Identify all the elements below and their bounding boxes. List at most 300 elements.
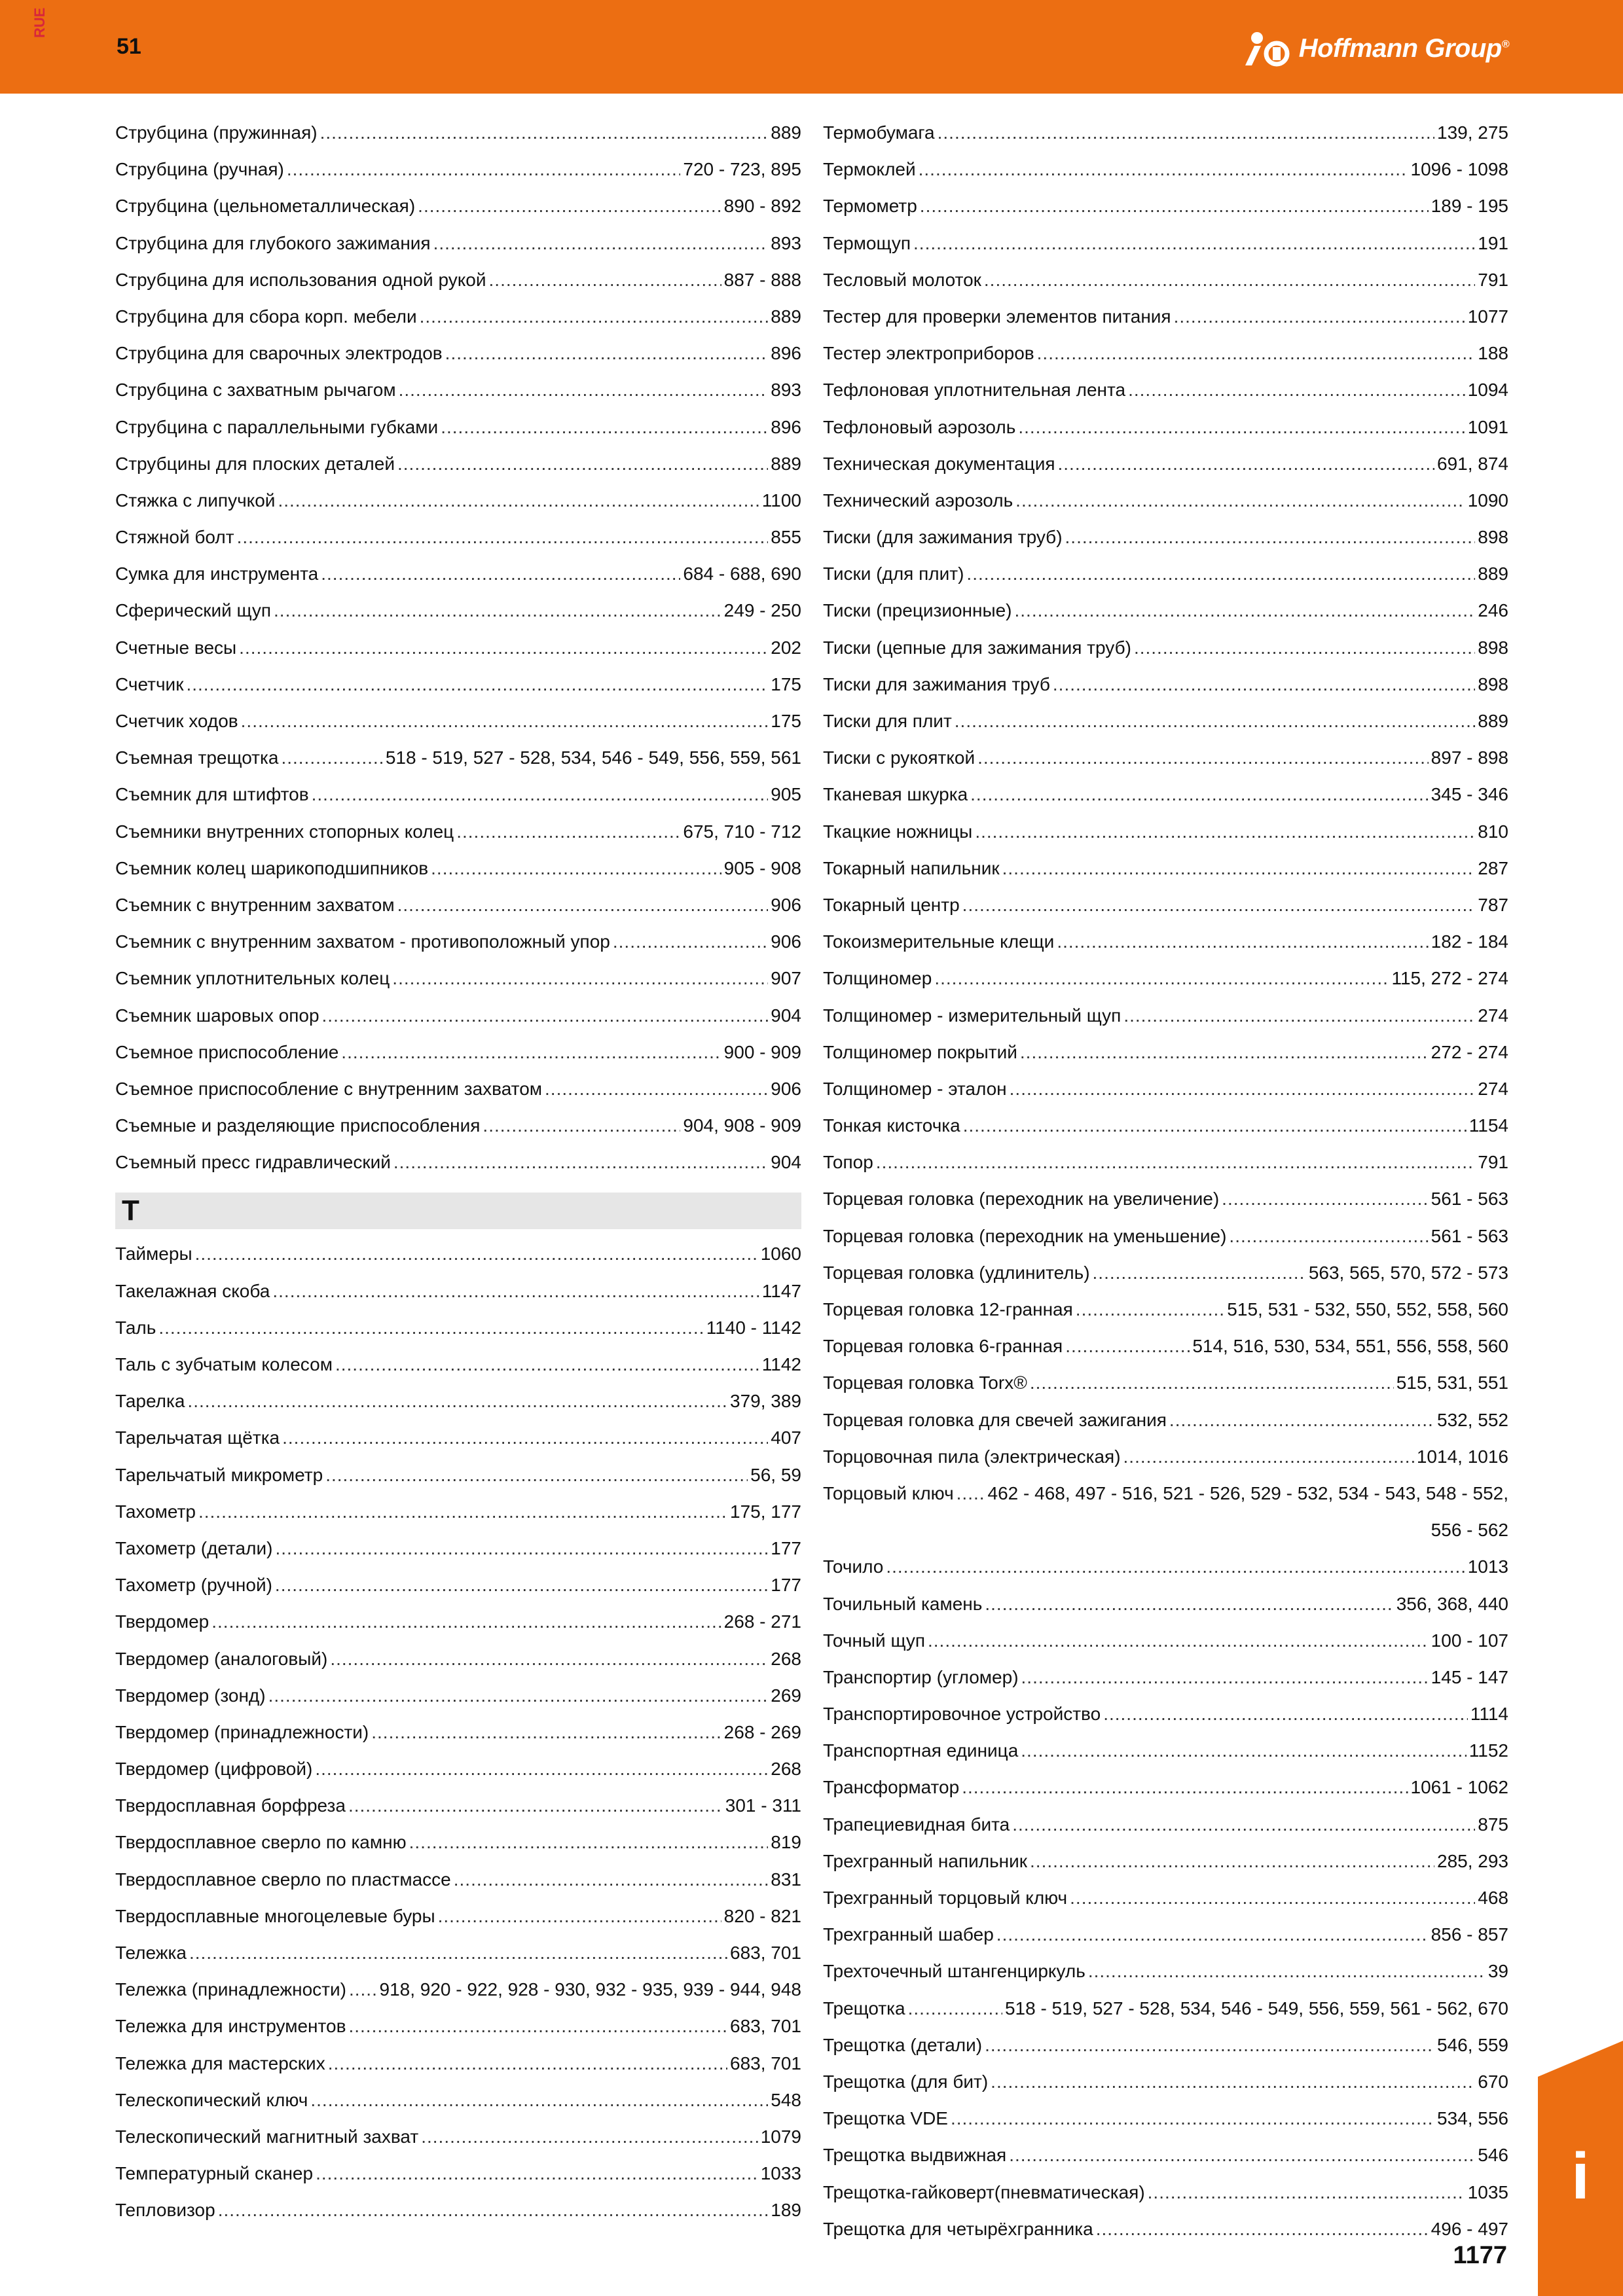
- index-term: Транспортная единица: [823, 1740, 1019, 1761]
- index-entry: [823, 1623, 1508, 1659]
- dot-leader: [970, 776, 1429, 813]
- dot-leader: [456, 814, 680, 850]
- index-pages: 1142: [761, 1354, 801, 1374]
- dot-leader: [189, 1935, 727, 1971]
- index-pages: 462 - 468, 497 - 516, 521 - 526, 529 - 532, 534 - 543, 548 - 552,: [987, 1482, 1508, 1503]
- index-entry: [115, 1310, 801, 1346]
- index-entry: [823, 997, 1508, 1034]
- index-pages: 1035: [1467, 2181, 1508, 2202]
- dot-leader: [274, 592, 721, 629]
- index-pages: 1014, 1016: [1416, 1446, 1508, 1467]
- dot-leader: [287, 151, 681, 188]
- dot-leader: [268, 1677, 769, 1714]
- index-term: Твердомер: [115, 1611, 210, 1632]
- dot-leader: [1053, 666, 1475, 703]
- index-term: Трещотка для четырёхгранника: [823, 2218, 1093, 2239]
- index-pages: 889: [771, 306, 801, 327]
- index-pages: 906: [771, 894, 801, 915]
- dot-leader: [1018, 409, 1465, 446]
- index-entry: [115, 630, 801, 666]
- index-entry: [823, 372, 1508, 408]
- index-entry: [115, 409, 801, 446]
- index-term: Трапециевидная бита: [823, 1814, 1010, 1835]
- dot-leader: [275, 1530, 768, 1567]
- dot-leader: [966, 556, 1475, 592]
- index-entry: [115, 2008, 801, 2045]
- index-pages: 889: [771, 453, 801, 474]
- index-term: Тефлоновая уплотнительная лента: [823, 380, 1126, 401]
- dot-leader: [938, 115, 1434, 151]
- index-pages: 810: [1478, 821, 1508, 842]
- index-entry: [823, 151, 1508, 188]
- index-term: Тепловизор: [115, 2200, 215, 2221]
- index-term: Струбцины для плоских деталей: [115, 453, 395, 474]
- dot-leader: [1070, 1880, 1475, 1916]
- index-pages: 518 - 519, 527 - 528, 534, 546 - 549, 556, 559, 561 - 562, 670: [1004, 1998, 1508, 2018]
- index-pages: 897 - 898: [1431, 747, 1508, 768]
- index-term: Точило: [823, 1556, 884, 1577]
- dot-leader: [1021, 1659, 1429, 1696]
- index-entry: [823, 1843, 1508, 1880]
- index-pages: 791: [1478, 1152, 1508, 1173]
- index-pages: 285, 293: [1437, 1850, 1508, 1871]
- index-pages: 889: [1478, 711, 1508, 731]
- dot-leader: [418, 188, 721, 224]
- index-term: Торцевая головка Torx®: [823, 1372, 1027, 1393]
- index-entry: [115, 776, 801, 813]
- info-icon: i: [1571, 2140, 1590, 2213]
- index-term: Тестер для проверки элементов питания: [823, 306, 1171, 327]
- dot-leader: [348, 2008, 727, 2045]
- index-term: Температурный сканер: [115, 2163, 314, 2184]
- index-pages: 287: [1478, 857, 1508, 878]
- dot-leader: [1057, 924, 1428, 960]
- index-pages: 563, 565, 570, 572 - 573: [1308, 1262, 1508, 1283]
- index-pages: 496 - 497: [1431, 2218, 1508, 2239]
- dot-leader: [320, 115, 769, 151]
- index-pages: 1013: [1467, 1556, 1508, 1577]
- index-entry: [115, 1935, 801, 1971]
- index-entry: [115, 1861, 801, 1898]
- dot-leader: [186, 666, 768, 703]
- dot-leader: [1002, 850, 1476, 887]
- dot-leader: [1169, 1402, 1434, 1439]
- dot-leader: [310, 2082, 768, 2119]
- dot-leader: [1065, 519, 1476, 556]
- index-entry: [115, 1751, 801, 1787]
- dot-leader: [545, 1071, 768, 1107]
- index-term: Тарельчатый микрометр: [115, 1464, 323, 1485]
- index-pages: 177: [771, 1575, 801, 1596]
- index-entry: [115, 2119, 801, 2155]
- index-term: Съемник колец шарикоподшипников: [115, 857, 429, 878]
- index-pages: 515, 531 - 532, 550, 552, 558, 560: [1227, 1299, 1508, 1319]
- index-pages: 898: [1478, 527, 1508, 548]
- index-entry: [823, 1806, 1508, 1843]
- index-pages: 272 - 274: [1431, 1041, 1508, 1062]
- index-term: Съемник уплотнительных колец: [115, 968, 390, 989]
- dot-leader: [218, 2192, 769, 2229]
- index-term: Тахометр (детали): [115, 1537, 273, 1558]
- index-term: Съемное приспособление с внутренним захватом: [115, 1078, 543, 1099]
- index-term: Тиски (для зажимания труб): [823, 527, 1063, 548]
- index-term: Тележка для мастерских: [115, 2053, 325, 2073]
- index-term: Струбцина (пружинная): [115, 122, 318, 143]
- index-term: Ткацкие ножницы: [823, 821, 973, 842]
- index-entry: [823, 1144, 1508, 1181]
- index-pages: 691, 874: [1437, 453, 1508, 474]
- index-term: Такелажная скоба: [115, 1280, 270, 1301]
- index-entry: [823, 115, 1508, 151]
- index-entry: [823, 666, 1508, 703]
- dot-leader: [282, 1420, 768, 1456]
- dot-leader: [322, 997, 769, 1034]
- dot-leader: [278, 482, 759, 519]
- index-term: Счетчик ходов: [115, 711, 238, 731]
- index-entry: [823, 924, 1508, 960]
- dot-leader: [454, 1861, 769, 1898]
- dot-leader: [975, 814, 1475, 850]
- index-entry: [823, 2027, 1508, 2064]
- dot-leader: [962, 887, 1476, 924]
- index-term: Струбцина с параллельными губками: [115, 416, 439, 437]
- index-entry: [823, 1034, 1508, 1071]
- index-term: Торцовочная пила (электрическая): [823, 1446, 1121, 1467]
- index-entry: [115, 1273, 801, 1310]
- index-entry: [115, 2155, 801, 2192]
- index-entry: [115, 924, 801, 960]
- index-term: Толщиномер покрытий: [823, 1041, 1017, 1062]
- index-term: Съемное приспособление: [115, 1041, 339, 1062]
- index-entry: [115, 556, 801, 592]
- index-pages: 139, 275: [1437, 122, 1508, 143]
- index-pages: 904, 908 - 909: [683, 1115, 801, 1136]
- index-term: Тиски (цепные для зажимания труб): [823, 637, 1131, 658]
- index-entry: [823, 2137, 1508, 2174]
- dot-leader: [1222, 1181, 1429, 1217]
- dot-leader: [1010, 1071, 1476, 1107]
- index-pages: 546: [1478, 2145, 1508, 2166]
- dot-leader: [420, 298, 769, 335]
- dot-leader: [1229, 1218, 1428, 1255]
- dot-leader: [962, 1769, 1408, 1806]
- index-entry: [115, 1107, 801, 1144]
- index-pages: 246: [1478, 600, 1508, 621]
- index-term: Телескопический магнитный захват: [115, 2126, 419, 2147]
- index-entry: [115, 1824, 801, 1861]
- index-column-left: [115, 115, 801, 2229]
- dot-leader: [1174, 298, 1465, 335]
- index-entry: [115, 188, 801, 224]
- dot-leader: [328, 2045, 727, 2082]
- index-pages: 175: [771, 673, 801, 694]
- index-term: Тиски с рукояткой: [823, 747, 976, 768]
- index-term: Тарельчатая щётка: [115, 1427, 280, 1448]
- index-term: Струбцина для сварочных электродов: [115, 343, 443, 364]
- index-pages: 683, 701: [730, 2016, 801, 2037]
- index-term: Твердомер (зонд): [115, 1685, 266, 1706]
- index-term: Твердомер (аналоговый): [115, 1648, 328, 1669]
- index-term: Технический аэрозоль: [823, 490, 1013, 511]
- index-entry: [823, 592, 1508, 629]
- dot-leader: [1037, 335, 1476, 372]
- index-pages: 904: [771, 1005, 801, 1026]
- index-term: Телескопический ключ: [115, 2089, 308, 2110]
- index-pages: 889: [771, 122, 801, 143]
- dot-leader: [1134, 630, 1475, 666]
- index-pages: 1147: [761, 1280, 801, 1301]
- index-entry: [823, 1769, 1508, 1806]
- index-entry: [115, 115, 801, 151]
- dot-leader: [335, 1346, 759, 1383]
- index-entry: [115, 1604, 801, 1640]
- index-pages: 898: [1478, 673, 1508, 694]
- index-term: Съемный пресс гидравлический: [115, 1152, 391, 1173]
- index-pages: 1079: [760, 2126, 801, 2147]
- dot-leader: [281, 740, 382, 776]
- index-entry: [823, 814, 1508, 850]
- dot-leader: [272, 1273, 759, 1310]
- index-term: Толщиномер - эталон: [823, 1078, 1007, 1099]
- index-term: Съемник шаровых опор: [115, 1005, 319, 1026]
- index-term: Тефлоновый аэрозоль: [823, 416, 1016, 437]
- dot-leader: [409, 1824, 769, 1861]
- index-term: Съемная трещотка: [115, 747, 279, 768]
- index-entry: [115, 1071, 801, 1107]
- index-entry: [823, 1953, 1508, 1990]
- index-pages: 532, 552: [1437, 1409, 1508, 1430]
- index-entry: [115, 1641, 801, 1677]
- index-term: Транспортировочное устройство: [823, 1704, 1101, 1725]
- index-pages: 900 - 909: [723, 1041, 801, 1062]
- index-entry: [115, 666, 801, 703]
- index-term: Точильный камень: [823, 1593, 983, 1614]
- index-term: Торцевая головка (удлинитель): [823, 1262, 1090, 1283]
- index-entry: [115, 960, 801, 997]
- index-entry: [823, 409, 1508, 446]
- dot-leader: [483, 1107, 680, 1144]
- index-term: Тележка: [115, 1943, 187, 1963]
- index-pages: 1061 - 1062: [1410, 1777, 1508, 1798]
- dot-leader: [241, 703, 769, 740]
- index-entry: [115, 997, 801, 1034]
- index-entry: [115, 335, 801, 372]
- index-term: Съемники внутренних стопорных колец: [115, 821, 454, 842]
- index-pages: 720 - 723, 895: [683, 159, 801, 180]
- index-column-right: [823, 115, 1508, 2248]
- index-term: Струбцина для использования одной рукой: [115, 269, 486, 290]
- index-entry: [115, 372, 801, 408]
- index-entry: [115, 1383, 801, 1420]
- index-entry: [823, 1916, 1508, 1953]
- index-term: Тиски (для плит): [823, 564, 964, 584]
- index-pages: 534, 556: [1437, 2108, 1508, 2129]
- dot-leader: [312, 776, 769, 813]
- index-entry: [823, 1402, 1508, 1439]
- index-entry: [115, 1144, 801, 1181]
- index-term: Струбцина (ручная): [115, 159, 284, 180]
- index-entry: [115, 850, 801, 887]
- index-entry: [823, 1218, 1508, 1255]
- index-term: Таймеры: [115, 1244, 192, 1265]
- index-term: Струбцина для глубокого зажимания: [115, 232, 431, 253]
- index-term: Трехгранный шабер: [823, 1924, 994, 1945]
- language-code: RUE: [31, 7, 48, 38]
- index-pages: 301 - 311: [725, 1795, 801, 1816]
- index-pages: 905 - 908: [723, 857, 801, 878]
- index-term: Тиски (прецизионные): [823, 600, 1012, 621]
- index-entry: [823, 262, 1508, 298]
- index-entry: [115, 740, 801, 776]
- index-term: Тележка для инструментов: [115, 2016, 346, 2037]
- index-term: Транспортир (угломер): [823, 1666, 1019, 1687]
- index-term: Толщиномер - измерительный щуп: [823, 1005, 1122, 1026]
- index-pages: 820 - 821: [723, 1905, 801, 1926]
- index-entry: [823, 556, 1508, 592]
- index-term: Тахометр: [115, 1501, 196, 1522]
- index-entry: [823, 1659, 1508, 1696]
- index-pages: 189: [771, 2200, 801, 2221]
- index-entry: [115, 1346, 801, 1383]
- dot-leader: [431, 850, 721, 887]
- page-number: 1177: [1453, 2242, 1507, 2269]
- dot-leader: [1012, 1806, 1475, 1843]
- index-entry: [823, 1990, 1508, 2027]
- index-pages: 175, 177: [730, 1501, 801, 1522]
- index-term: Термощуп: [823, 232, 911, 253]
- index-pages: 887 - 888: [723, 269, 801, 290]
- index-entry: [115, 1971, 801, 2008]
- index-pages: 904: [771, 1152, 801, 1173]
- index-term: Тесловый молоток: [823, 269, 981, 290]
- dot-leader: [1123, 997, 1475, 1034]
- index-pages: 188: [1478, 343, 1508, 364]
- index-entry: [115, 1236, 801, 1272]
- index-entry: [115, 1420, 801, 1456]
- index-pages: 546, 559: [1437, 2034, 1508, 2055]
- index-entry: [823, 225, 1508, 262]
- index-term: Топор: [823, 1152, 873, 1173]
- index-entry: [823, 1071, 1508, 1107]
- index-term: Торцовый ключ: [823, 1482, 954, 1503]
- index-pages: 175: [771, 711, 801, 731]
- index-pages: 906: [771, 1078, 801, 1099]
- index-term: Твердосплавное сверло по пластмассе: [115, 1869, 451, 1890]
- index-entry: [823, 1328, 1508, 1365]
- index-pages: 896: [771, 343, 801, 364]
- index-term: Трещотка выдвижная: [823, 2145, 1007, 2166]
- index-entry: [823, 1255, 1508, 1291]
- dot-leader: [991, 2064, 1475, 2100]
- index-entry: [115, 2192, 801, 2229]
- dot-leader: [996, 1916, 1429, 1953]
- index-pages: 145 - 147: [1431, 1666, 1508, 1687]
- index-term: Тахометр (ручной): [115, 1575, 272, 1596]
- dot-leader: [187, 1383, 727, 1420]
- index-entry: [823, 740, 1508, 776]
- index-term: Трещотка (детали): [823, 2034, 983, 2055]
- index-term: Таль: [115, 1317, 156, 1338]
- dot-leader: [955, 703, 1476, 740]
- index-entry: [823, 1880, 1508, 1916]
- index-pages: 468: [1478, 1888, 1508, 1908]
- index-term: Тестер электроприборов: [823, 343, 1034, 364]
- index-entry: [823, 776, 1508, 813]
- dot-leader: [1020, 1034, 1429, 1071]
- dot-leader: [908, 1990, 1002, 2027]
- index-pages: 787: [1478, 894, 1508, 915]
- index-term: Термобумага: [823, 122, 935, 143]
- chapter-number: 51: [117, 34, 141, 59]
- index-pages: 831: [771, 1869, 801, 1890]
- dot-leader: [1103, 1696, 1468, 1732]
- index-pages: 407: [771, 1427, 801, 1448]
- index-entry: [115, 519, 801, 556]
- index-pages: 561 - 563: [1431, 1225, 1508, 1246]
- dot-leader: [315, 1751, 768, 1787]
- index-entry: [823, 1696, 1508, 1732]
- index-pages: 1060: [760, 1244, 801, 1265]
- index-pages: 890 - 892: [723, 196, 801, 217]
- dot-leader: [1030, 1843, 1434, 1880]
- index-term: Твердомер (принадлежности): [115, 1721, 369, 1742]
- index-pages: 177: [771, 1537, 801, 1558]
- dot-leader: [1065, 1328, 1190, 1365]
- dot-leader: [392, 960, 768, 997]
- index-pages: 907: [771, 968, 801, 989]
- dot-leader: [919, 151, 1408, 188]
- page-header: [0, 0, 1623, 94]
- index-pages: 548: [771, 2089, 801, 2110]
- index-pages: 819: [771, 1832, 801, 1853]
- dot-leader: [985, 1586, 1393, 1623]
- index-pages: 345 - 346: [1431, 784, 1508, 805]
- dot-leader: [913, 225, 1475, 262]
- index-entry: [823, 1365, 1508, 1401]
- index-entry: [823, 2064, 1508, 2100]
- index-pages: 515, 531, 551: [1396, 1372, 1508, 1393]
- dot-leader: [876, 1144, 1475, 1181]
- index-term: Твердомер (цифровой): [115, 1759, 313, 1780]
- dot-leader: [920, 188, 1429, 224]
- index-entry: [823, 298, 1508, 335]
- index-term: Торцевая головка для свечей зажигания: [823, 1409, 1167, 1430]
- dot-leader: [349, 1971, 377, 2008]
- index-entry: [115, 1714, 801, 1751]
- index-entry: [823, 1291, 1508, 1328]
- index-term: Трехгранный торцовый ключ: [823, 1888, 1068, 1908]
- index-entry: [823, 1475, 1508, 1512]
- index-term: Струбцина для сбора корп. мебели: [115, 306, 417, 327]
- index-pages: 268 - 269: [723, 1721, 801, 1742]
- index-pages: 898: [1478, 637, 1508, 658]
- index-pages: 518 - 519, 527 - 528, 534, 546 - 549, 556, 559, 561: [385, 747, 801, 768]
- dot-leader: [886, 1549, 1465, 1585]
- dot-leader: [445, 335, 769, 372]
- dot-leader: [393, 1144, 768, 1181]
- index-term: Таль с зубчатым колесом: [115, 1354, 333, 1374]
- index-term: Торцевая головка (переходник на уменьшение): [823, 1225, 1227, 1246]
- index-pages: 1033: [760, 2163, 801, 2184]
- dot-leader: [397, 887, 769, 924]
- index-pages: 182 - 184: [1431, 931, 1508, 952]
- index-term: Торцевая головка 12-гранная: [823, 1299, 1073, 1319]
- index-entry: [115, 298, 801, 335]
- dot-leader: [158, 1310, 703, 1346]
- index-entry: [823, 188, 1508, 224]
- dot-leader: [438, 1898, 721, 1935]
- brand-logo: [1244, 30, 1509, 67]
